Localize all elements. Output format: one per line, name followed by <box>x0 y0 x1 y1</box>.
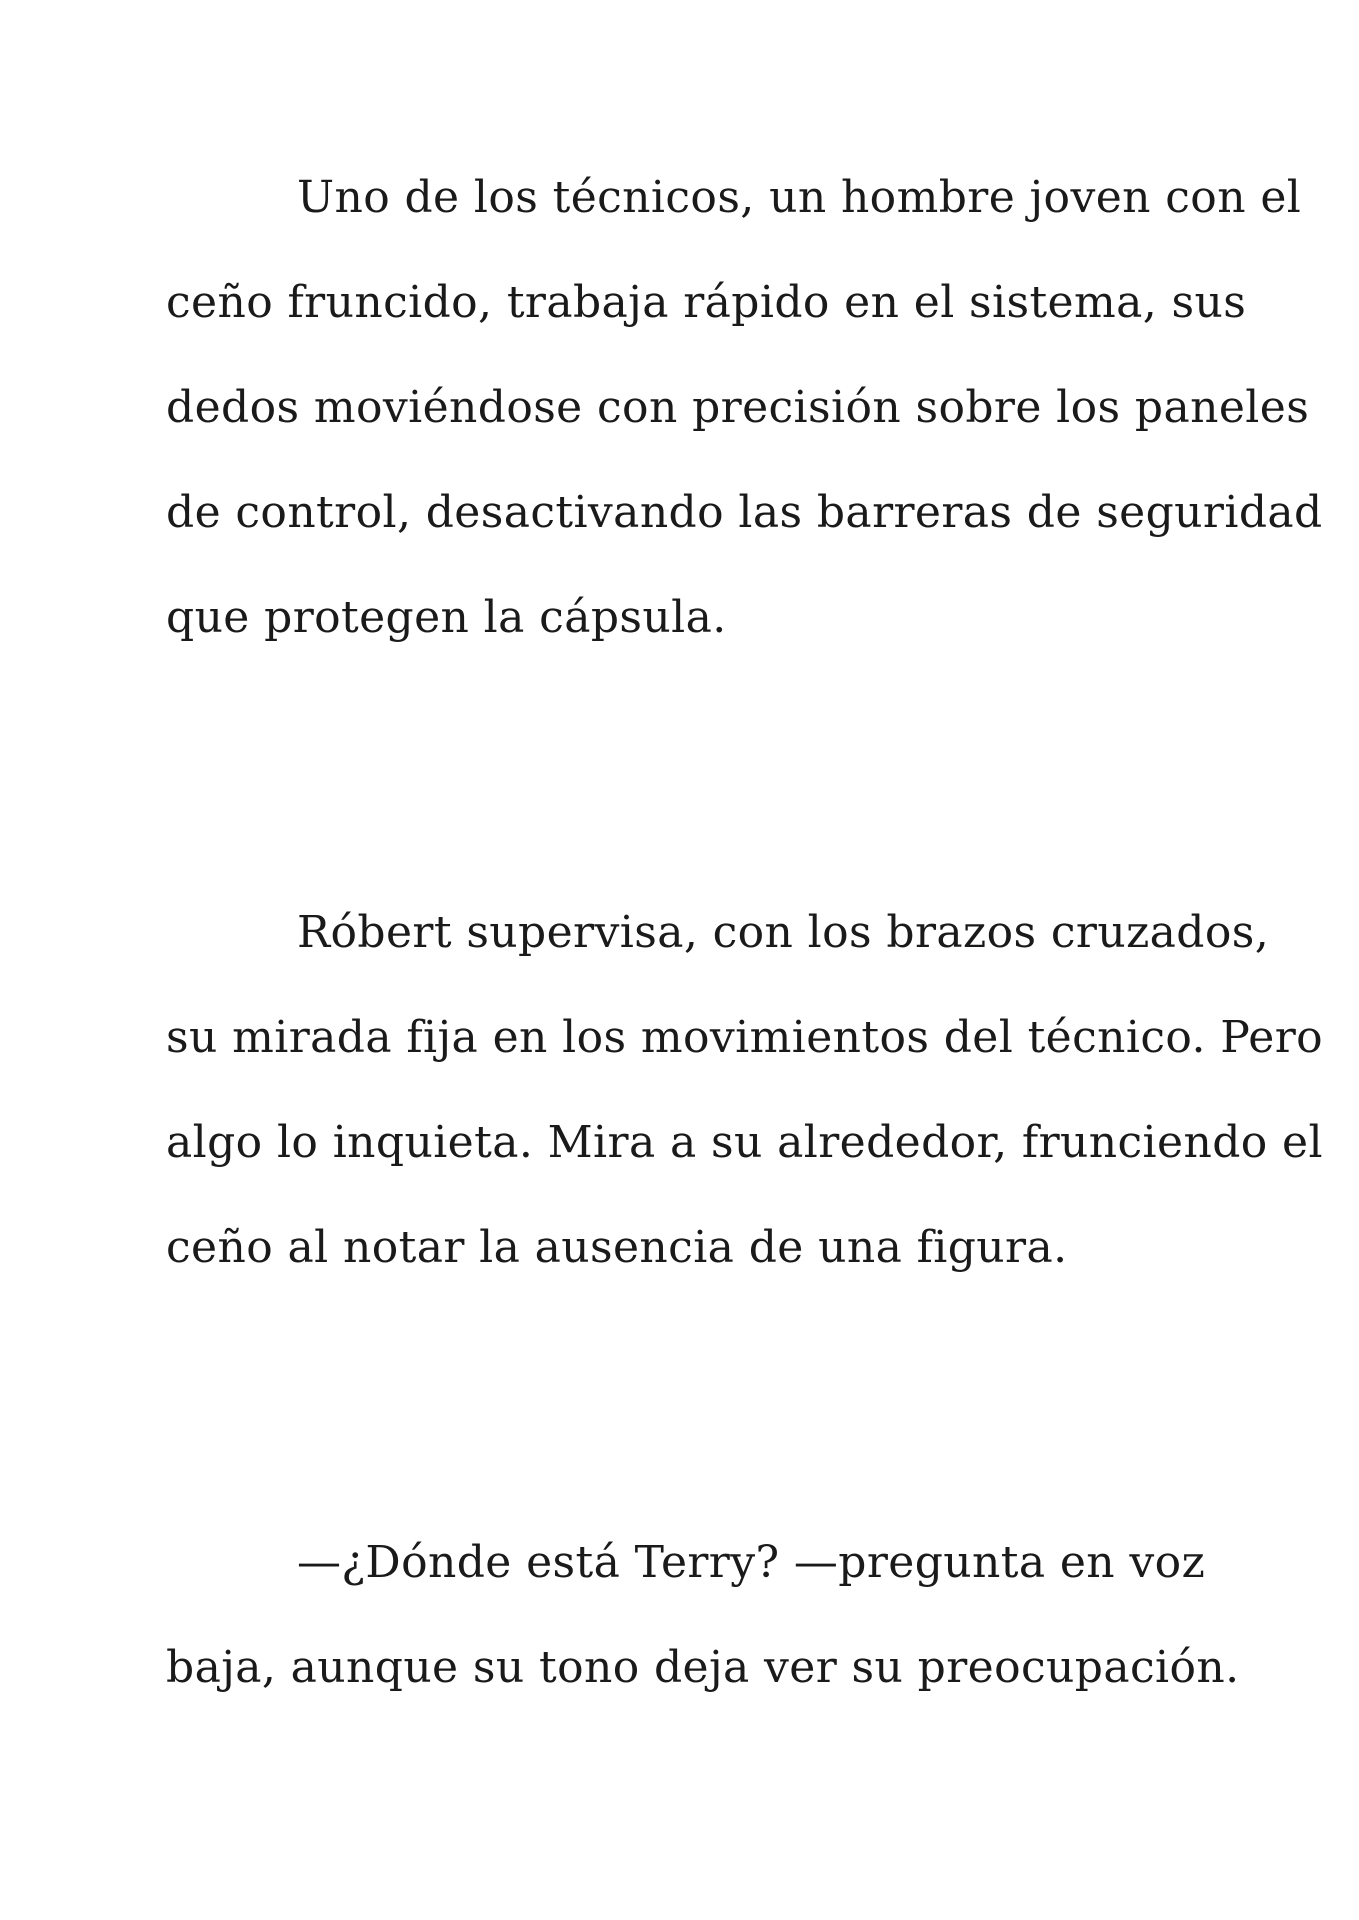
text-line: ceño fruncido, trabaja rápido en el sistema, sus <box>166 277 1247 328</box>
paragraph-3 <box>166 1530 1240 1740</box>
text-line: Uno de los técnicos, un hombre joven con el <box>297 172 1302 223</box>
text-line: que protegen la cápsula. <box>166 592 727 643</box>
paragraph-1 <box>166 165 1323 690</box>
text-line: Róbert supervisa, con los brazos cruzados, <box>297 907 1270 958</box>
text-line: baja, aunque su tono deja ver su preocupación. <box>166 1642 1240 1693</box>
text-line: dedos moviéndose con precisión sobre los paneles <box>166 382 1310 433</box>
paragraph-spacer <box>166 1320 1206 1530</box>
paragraph-spacer <box>166 690 1206 900</box>
text-line: ceño al notar la ausencia de una figura. <box>166 1222 1068 1273</box>
text-line: de control, desactivando las barreras de seguridad <box>166 487 1323 538</box>
text-line: algo lo inquieta. Mira a su alrededor, frunciendo el <box>166 1117 1323 1168</box>
paragraph-2 <box>166 900 1324 1320</box>
text-line: —¿Dónde está Terry? —pregunta en voz <box>297 1537 1206 1588</box>
text-line: su mirada fija en los movimientos del técnico. Pero <box>166 1012 1324 1063</box>
text-body <box>166 165 1324 1740</box>
